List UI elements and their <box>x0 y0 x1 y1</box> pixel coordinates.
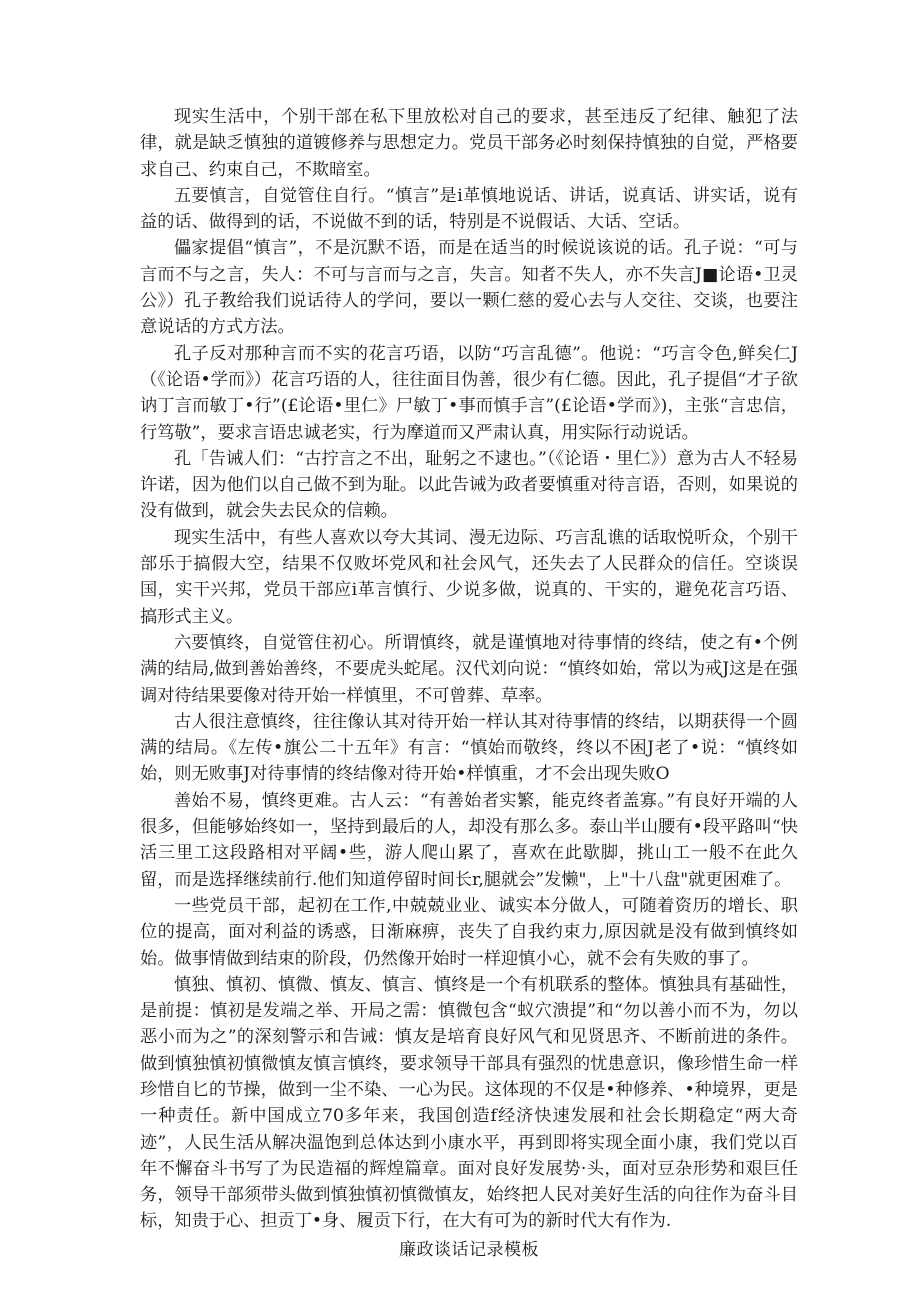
paragraph-11: 慎独、慎初、慎微、慎友、慎言、慎终是一个有机联系的整体。慎独具有基础性，是前提：慎初是发端之举、开局之需：慎微包含“蚁穴溃提”和“勿以善小而不为，勿以恶小而为之”的深刻警示和告诫：慎友是培育良好风气和见贤思齐、不断前进的条件。做到慎独慎初慎微慎友慎言慎终，要求领导干部具有强烈的忧患意识，像珍惜生命一样珍惜自匕的节操，做到一尘不染、一心为民。这体现的不仅是•种修养、•种境界，更是一种责任。新中国成立70多年来，我国创造f经济快速发展和社会长期稳定“两大奇迹”，人民生活从解决温饱到总体达到小康水平，再到即将实现全面小康，我们党以百年不懈奋斗书写了为民造福的辉煌篇章。面对良好发展势·头，面对豆杂形势和艰巨任务，领导干部须带头做到慎独慎初慎微慎友，始终把人民对美好生活的向往作为奋斗目标，知贵于心、担贡丁•身、履贡下行，在大有可为的新时代大有作为. <box>140 974 798 1232</box>
paragraph-9: 善始不易，慎终更难。古人云：“有善始者实繁，能克终者盖寡。”有良好开端的人很多，但能够始终如一，坚持到最后的人，却没有那么多。泰山半山腰有•段平路叫“快活三里工这段路相对平阔•些，游人爬山累了，喜欢在此歇脚，挑山工一般不在此久留，而是选择继续前行.他们知道停留时间长r,腿就会”发懒"，上"十八盘"就更困难了。 <box>140 790 798 890</box>
paragraph-6: 现实生活中，有些人喜欢以夸大其词、漫无边际、巧言乱谯的话取悦听众，个别干部乐于搞假大空，结果不仅败坏党风和社会风气，还失去了人民群众的信任。空谈误国，实干兴邦，党员干部应i革言慎行、少说多做，说真的、干实的，避免花言巧语、搞形式主义。 <box>140 527 798 627</box>
paragraph-10: 一些党员干部，起初在工作,中兢兢业业、诚实本分做人，可随着资历的增长、职位的提高，面对利益的诱惑，日渐麻痹，丧失了自我约束力,原因就是没有做到慎终如始。做事情做到结束的阶段，仍然像开始时一样迎慎小心，就不会有失败的事了。 <box>140 895 798 969</box>
paragraph-2: 五要慎言，自觉管住自行。“慎言”是i革慎地说话、讲话，说真话、讲实话，说有益的话、做得到的话，不说做不到的话，特别是不说假话、大话、空话。 <box>140 185 798 233</box>
document-body <box>140 104 798 1263</box>
paragraph-1: 现实生活中，个别干部在私下里放松对自己的要求，甚至违反了纪律、触犯了法律，就是缺乏慎独的道镀修养与思想定力。党员干部务必时刻保持慎独的自觉，严格要求自己、约束自己，不欺暗室。 <box>140 107 798 180</box>
paragraph-4: 孔子反对那种言而不实的花言巧语，以防“巧言乱德”。他说：“巧言令色,鲜矣仁J（《论语•学而》）花言巧语的人，往往面目伪善，很少有仁德。因此，孔子提倡“才子欲讷丁言而敏丁•行”(£论语•里仁》尸敏丁•事而慎手言”(£论语•学而》)，主张“言忠信，行笃敬”，要求言语忠诚老实，行为摩道而又严肃认真，用实际行动说话。 <box>140 343 798 443</box>
paragraph-8: 古人很注意慎终，往往像认其对待开始一样认其对待事情的终结，以期获得一个圆满的结局。《左传•旗公二十五年》有言：“慎始而敬终，终以不困J老了•说：“慎终如始，则无败事J对待事情的终结像对待开始•样慎重，才不会出现失败O <box>140 711 798 785</box>
paragraph-5: 孔「告诫人们：“古拧言之不出，耻躬之不逮也。”（《论语・里仁》）意为古人不轻易许诺，因为他们以自己做不到为耻。以此告诫为政者要慎重对待言语，否则，如果说的没有做到，就会失去民众的信赖。 <box>140 448 798 522</box>
paragraph-7: 六要慎终，自觉管住初心。所谓慎终，就是谨慎地对待事情的终结，使之有•个例满的结局,做到善始善终，不要虎头蛇尾。汉代刘向说：“慎终如始，常以为戒J这是在强调对待结果要像对待开始一样慎里，不可曾葬、草率。 <box>140 632 798 706</box>
paragraph-3: 儡家提倡“慎言”，不是沉默不语，而是在适当的时候说该说的话。孔子说：“可与言而不与之言，失人：不可与言而与之言，失言。知者不失人，亦不失言J■论语•卫灵公》）孔子教给我们说话待人的学问，要以一颗仁慈的爱心去与人交往、交谈，也要注意说话的方式方法。 <box>140 238 798 338</box>
document-title: 廉政谈话记录模板 <box>399 1239 539 1260</box>
